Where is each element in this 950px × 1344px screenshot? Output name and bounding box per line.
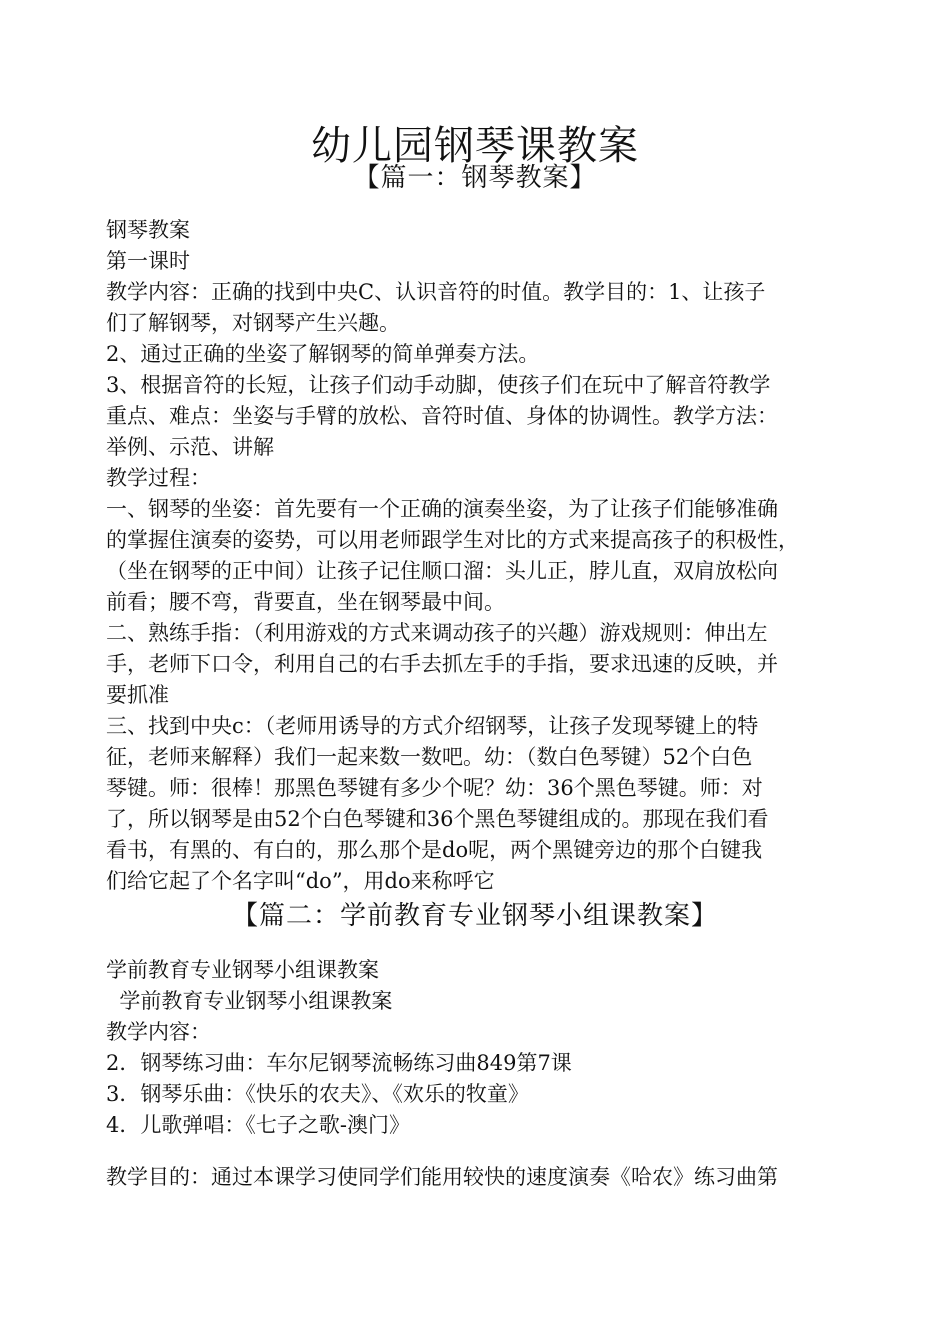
text-line: 前看；腰不弯，背要直，坐在钢琴最中间。 (106, 590, 505, 614)
text-line: 看书，有黑的、有白的，那么那个是do呢，两个黑键旁边的那个白键我 (106, 838, 763, 862)
section-2-objective (106, 1162, 866, 1193)
list-item: 2．钢琴练习曲：车尔尼钢琴流畅练习曲849第7课 (106, 1051, 572, 1075)
text-line: 的掌握住演奏的姿势，可以用老师跟学生对比的方式来提高孩子的积极性， (106, 528, 799, 552)
text-line: 手，老师下口令，利用自己的右手去抓左手的手指，要求迅速的反映，并 (106, 652, 778, 676)
text-line: 3、根据音符的长短，让孩子们动手动脚，使孩子们在玩中了解音符教学 (106, 373, 771, 397)
text-line: 三、找到中央c：（老师用诱导的方式介绍钢琴，让孩子发现琴键上的特 (106, 714, 759, 738)
text-line: 学前教育专业钢琴小组课教案 (106, 989, 393, 1013)
text-line: 学前教育专业钢琴小组课教案 (106, 958, 379, 982)
list-item: 4．儿歌弹唱：《七子之歌-澳门》 (106, 1113, 410, 1137)
text-line: 教学内容：正确的找到中央C、认识音符的时值。教学目的：1、让孩子 (106, 280, 766, 304)
text-line: 琴键。师：很棒！那黑色琴键有多少个呢？幼：36个黑色琴键。师：对 (106, 776, 763, 800)
text-line: 第一课时 (106, 249, 190, 273)
section-heading-2: 【篇二：学前教育专业钢琴小组课教案】 (231, 901, 718, 931)
text-line: 2、通过正确的坐姿了解钢琴的简单弹奏方法。 (106, 342, 540, 366)
text-line: 教学过程： (106, 466, 211, 490)
text-line: 们了解钢琴，对钢琴产生兴趣。 (106, 311, 400, 335)
text-line: 重点、难点：坐姿与手臂的放松、音符时值、身体的协调性。教学方法： (106, 404, 778, 428)
text-line: 了，所以钢琴是由52个白色琴键和36个黑色琴键组成的。那现在我们看 (106, 807, 769, 831)
text-line: 教学内容： (106, 1020, 211, 1044)
text-line: 征，老师来解释）我们一起来数一数吧。幼：（数白色琴键）52个白色 (106, 745, 753, 769)
text-line: 举例、示范、讲解 (106, 435, 274, 459)
text-line: 要抓准 (106, 683, 169, 707)
text-line: （坐在钢琴的正中间）让孩子记住顺口溜：头儿正，脖儿直，双肩放松向 (106, 559, 778, 583)
text-line: 一、钢琴的坐姿：首先要有一个正确的演奏坐姿，为了让孩子们能够准确 (106, 497, 778, 521)
text-line: 二、熟练手指：（利用游戏的方式来调动孩子的兴趣）游戏规则：伸出左 (106, 621, 768, 645)
list-item: 3．钢琴乐曲：《快乐的农夫》、《欢乐的牧童》 (106, 1082, 529, 1106)
document-title: 幼儿园钢琴课教案 (311, 122, 639, 169)
section-heading-1: 【篇一：钢琴教案】 (353, 163, 597, 193)
text-line: 教学目的：通过本课学习使同学们能用较快的速度演奏《哈农》练习曲第 (106, 1165, 778, 1189)
text-line: 钢琴教案 (106, 218, 190, 242)
text-line: 们给它起了个名字叫“do”，用do来称呼它 (106, 869, 495, 893)
section-2-body (106, 955, 866, 1141)
section-1-body (106, 215, 866, 897)
